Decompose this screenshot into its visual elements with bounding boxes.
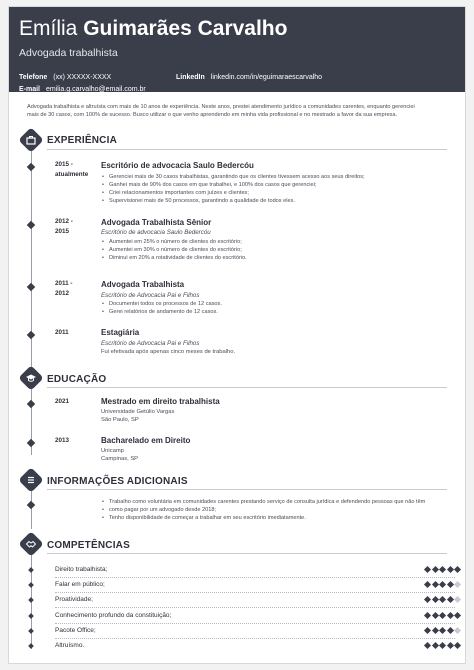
education-rule [47, 387, 447, 388]
profile-summary [27, 103, 457, 119]
timeline-marker [27, 221, 35, 229]
list-item-continuation [101, 506, 425, 514]
rating-diamond-filled [446, 612, 453, 619]
rating-diamond-filled [424, 642, 431, 649]
institution: Universidade Getúlio Vargas [101, 409, 175, 415]
rating-diamond-filled [431, 566, 438, 573]
timeline-marker [27, 331, 35, 339]
job-title: Advogada Trabalhista [101, 280, 185, 289]
rating-diamond-filled [439, 596, 446, 603]
email-contact [19, 85, 146, 94]
list-item: • Ganhei mais de 90% dos casos em que trabalhei, e 100% dos casos que gerenciei; [101, 181, 365, 189]
rating-diamond-filled [454, 612, 461, 619]
list-item: • Gerenciei mais de 30 casos trabalhistas, garantindo que os clientes tivessem acesso aos seus direitos; [101, 173, 365, 181]
summary-line: Advogada trabalhista e altruísta com mais de 10 anos de experiência. Neste anos, prestei atendimento jurídico a comunidades carentes, enquanto gerenciei [27, 104, 415, 110]
skills-rule [47, 553, 447, 554]
job-bullets [101, 173, 365, 205]
rating-diamond-filled [446, 596, 453, 603]
list-item: • Diminui em 20% a rotatividade de clientes do escritório. [101, 254, 247, 262]
phone-value: (xx) XXXXX-XXXX [53, 74, 112, 81]
date-start: 2012 - [55, 218, 73, 225]
skill-rating [425, 612, 465, 620]
job-employer: Escritório de advocacia Saulo Bedercóu [101, 229, 211, 236]
rating-diamond-filled [431, 612, 438, 619]
list-item-text: como pagar por um advogado desde 2018; [109, 507, 216, 513]
skill-rating [425, 642, 465, 650]
date-end: 2015 [55, 228, 70, 235]
skill-row [47, 639, 461, 655]
linkedin-link[interactable]: linkedin.com/in/eguimaraescarvalho [210, 74, 323, 81]
degree-title: Mestrado em direito trabalhista [101, 397, 220, 406]
phone-contact [19, 73, 111, 82]
education-date: 2021 [55, 398, 70, 405]
phone-label: Telefone [19, 74, 48, 81]
summary-line: mais de 30 casos, com 100% de sucesso. Busco utilizar o que venho aprendendo em minha vida profissional e no mestrado a favor da sua empresa. [27, 112, 398, 118]
list-item: • Tenho disponibilidade de começar a trabalhar em seu escritório imediatamente. [101, 514, 425, 522]
degree-title: Bacharelado em Direito [101, 436, 191, 445]
skill-marker [28, 567, 34, 573]
job-bullets [101, 238, 247, 262]
job-bullets [101, 300, 222, 316]
handshake-icon [18, 531, 43, 556]
rating-diamond-filled [439, 642, 446, 649]
email-label: E-mail [19, 86, 41, 93]
rating-diamond-filled [424, 612, 431, 619]
experience-rule [47, 149, 447, 150]
rating-diamond-empty [454, 596, 461, 603]
resume-header [9, 7, 465, 92]
rating-diamond-filled [446, 581, 453, 588]
experience-date [55, 328, 69, 338]
job-description: Fui efetivada após apenas cinco meses de trabalho. [101, 349, 236, 355]
last-name: Guimarães Carvalho [83, 17, 288, 40]
date-start: 2011 [55, 329, 69, 336]
date-start: 2015 - [55, 161, 73, 168]
experience-date [55, 217, 73, 237]
skill-label: Conhecimento profundo da constituição; [55, 611, 172, 619]
timeline-marker [27, 283, 35, 291]
job-employer: Escritório de Advocacia Pai e Filhos [101, 292, 200, 299]
rating-diamond-empty [454, 627, 461, 634]
institution-location: São Paulo, SP [101, 417, 139, 423]
skill-rating [425, 566, 465, 574]
email-link[interactable]: emilia.g.carvalho@email.com.br [46, 86, 146, 93]
timeline-marker [27, 501, 35, 509]
job-title: Escritório de advocacia Saulo Bedercóu [101, 161, 254, 170]
timeline-marker [27, 439, 35, 447]
skill-label: Direito trabalhista; [55, 566, 108, 573]
skills-heading: COMPETÊNCIAS [47, 540, 130, 551]
rating-diamond-filled [424, 566, 431, 573]
experience-date [55, 279, 73, 299]
rating-diamond-filled [424, 596, 431, 603]
education-date: 2013 [55, 437, 70, 444]
education-heading: EDUCAÇÃO [47, 374, 107, 385]
briefcase-icon [18, 127, 43, 152]
job-employer: Escritório de Advocacia Pai e Filhos [101, 340, 200, 347]
graduation-cap-icon [18, 365, 43, 390]
skill-rating [425, 596, 465, 604]
resume-page [8, 6, 466, 664]
linkedin-contact [176, 73, 322, 82]
institution-location: Campinas, SP [101, 456, 139, 462]
date-end: 2012 [55, 290, 70, 297]
additional-bullets [101, 498, 425, 522]
skill-label: Altruísmo. [55, 642, 85, 649]
list-item: • Gerei relatórios de andamento de 12 casos. [101, 308, 222, 316]
candidate-role: Advogada trabalhista [19, 47, 118, 59]
rating-diamond-filled [431, 596, 438, 603]
rating-diamond-filled [454, 642, 461, 649]
list-item: • Supervisionei mais de 50 processos, garantindo a qualidade de todos eles. [101, 197, 365, 205]
additional-rule [47, 489, 447, 490]
list-item: • Aumentei em 30% o número de clientes do escritório; [101, 246, 247, 254]
skill-marker [28, 613, 34, 619]
linkedin-label: LinkedIn [176, 74, 205, 81]
skill-marker [28, 598, 34, 604]
timeline-marker [27, 163, 35, 171]
experience-date [55, 160, 88, 180]
date-start: 2011 - [55, 280, 73, 287]
experience-heading: EXPERIÊNCIA [47, 135, 117, 146]
rating-diamond-filled [446, 627, 453, 634]
timeline-marker [27, 400, 35, 408]
list-item: • Criei relacionamentos importantes com juízes e clientes; [101, 189, 365, 197]
rating-diamond-filled [424, 627, 431, 634]
rating-diamond-filled [431, 642, 438, 649]
rating-diamond-filled [446, 566, 453, 573]
rating-diamond-filled [431, 627, 438, 634]
skill-rating [425, 627, 465, 635]
rating-diamond-filled [439, 627, 446, 634]
rating-diamond-filled [454, 566, 461, 573]
rating-diamond-empty [454, 581, 461, 588]
rating-diamond-filled [439, 581, 446, 588]
additional-heading: INFORMAÇÕES ADICIONAIS [47, 476, 188, 487]
date-end: atualmente [55, 171, 89, 178]
first-name: Emília [19, 17, 78, 40]
skill-label: Pacote Office; [55, 626, 96, 634]
skill-label: Falar em público; [55, 581, 105, 589]
rating-diamond-filled [431, 581, 438, 588]
list-item: • Documentei todos os processos de 12 casos. [101, 300, 222, 308]
rating-diamond-filled [446, 642, 453, 649]
job-title: Advogada Trabalhista Sênior [101, 218, 212, 227]
skill-rating [425, 581, 465, 589]
candidate-name [19, 17, 287, 41]
job-title: Estagiária [101, 328, 140, 337]
skill-marker [28, 643, 34, 649]
list-icon [18, 467, 43, 492]
rating-diamond-filled [424, 581, 431, 588]
skill-marker [28, 628, 34, 634]
rating-diamond-filled [439, 612, 446, 619]
skill-label: Proatividade; [55, 596, 93, 604]
list-item: • Aumentei em 25% o número de clientes do escritório; [101, 238, 247, 246]
institution: Unicamp [101, 448, 124, 454]
rating-diamond-filled [439, 566, 446, 573]
skill-marker [28, 582, 34, 588]
list-item: • Trabalho como voluntária em comunidades carentes prestando serviço de consulta jurídica e defendendo pessoas que não têm [101, 498, 425, 506]
